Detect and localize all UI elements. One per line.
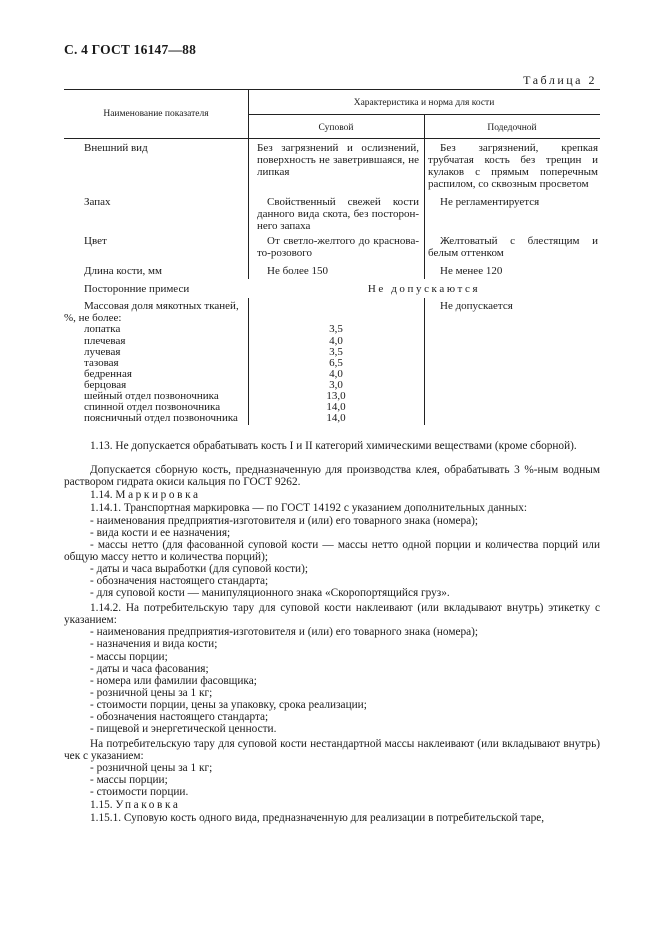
row-name-color: Цвет [84, 235, 107, 247]
cell: белым оттенком [428, 247, 504, 259]
sub-row-value: 3,5 [329, 346, 343, 358]
section-number: 1.14. [90, 489, 113, 501]
cell: Без загрязнений, крепкая [440, 142, 598, 154]
cell: данного вида скота, без посторон- [257, 208, 419, 220]
cell: Не менее 120 [440, 265, 503, 277]
cell: От светло-желтого до краснова- [267, 235, 419, 247]
list-item: - массы нетто (для фасованной суповой кости — массы нетто одной порции и количества порций или общую массу нетто и количества порций); [64, 539, 600, 563]
sub-row-name: спинной отдел позвоночника [84, 401, 221, 413]
list-item: - номера или фамилии фасовщика; [90, 675, 257, 687]
merged-cell: Не допускаются [367, 283, 481, 295]
list-item: - вида кости и ее назначения; [90, 527, 231, 539]
sub-row-name: бедренная [84, 368, 132, 380]
column-divider-1b [248, 298, 249, 425]
list-item: - обозначения настоящего стандарта; [90, 711, 269, 723]
cell: Не более 150 [267, 265, 329, 277]
list-item: - даты и часа выработки (для суповой кости); [90, 563, 308, 575]
page-header: С. 4 ГОСТ 16147—88 [64, 42, 197, 57]
sub-row-value: 14,0 [326, 401, 346, 413]
row-name-length: Длина кости, мм [84, 265, 162, 277]
section-title: Упаковка [115, 799, 181, 811]
header-col-podedochnoy: Подедочной [487, 123, 537, 133]
section-number: 1.15. [90, 799, 113, 811]
cell: Желтоватый с блестящим и [440, 235, 598, 247]
sub-row-name: тазовая [84, 357, 119, 369]
sub-row-value: 4,0 [329, 368, 343, 380]
list-item: - стоимости порции, цены за упаковку, срока реализации; [90, 699, 367, 711]
list-item: - стоимости порции. [90, 786, 189, 798]
cell: поверхность не заветрившаяся, не [257, 154, 419, 166]
paragraph-1-14-1: 1.14.1. Транспортная маркировка — по ГОСТ 14192 с указанием дополнительных данных: [90, 502, 527, 514]
sub-row-value: 4,0 [329, 335, 343, 347]
list-item: - пищевой и энергетической ценности. [90, 723, 277, 735]
column-divider-1 [248, 89, 249, 279]
paragraph-nonstandard: На потребительскую тару для суповой кости нестандартной массы наклеивают (или вкладывают внутрь) чек с указанием: [64, 738, 600, 762]
sub-row-value: 3,5 [329, 323, 343, 335]
cell: Без загрязнений и ослизнений, [257, 142, 419, 154]
paragraph-3-percent: Допускается сборную кость, предназначенную для производства клея, обрабатывать 3 %-ным водным раствором гидрата окиси кальция по ГОСТ 9262. [64, 464, 600, 488]
cell: кулаков с прямым поперечным [428, 166, 598, 178]
sub-row-value: 6,5 [329, 357, 343, 369]
sub-row-value: 13,0 [326, 390, 346, 402]
column-divider-2b [424, 298, 425, 425]
sub-row-name: лопатка [84, 323, 121, 335]
cell: него запаха [257, 220, 311, 232]
list-item: - розничной цены за 1 кг; [90, 762, 213, 774]
list-item: - наименования предприятия-изготовителя и (или) его товарного знака (номера); [90, 515, 479, 527]
paragraph-1-13: 1.13. Не допускается обрабатывать кость I и II категорий химическими веществами (кроме сборной). [90, 440, 577, 452]
section-1-14-heading [90, 489, 201, 501]
sub-row-name: поясничный отдел позвоночника [84, 412, 238, 424]
list-item: - назначения и вида кости; [90, 638, 218, 650]
header-group: Характеристика и норма для кости [353, 98, 495, 108]
sub-row-value: 14,0 [326, 412, 346, 424]
table-header-bottom [64, 138, 600, 139]
list-item: - наименования предприятия-изготовителя и (или) его товарного знака (номера); [90, 626, 479, 638]
list-item: - даты и часа фасования; [90, 663, 209, 675]
row-name-foreign-matter: Посторонние примеси [84, 283, 190, 295]
paragraph-1-15-1: 1.15.1. Суповую кость одного вида, предназначенную для реализации в потребительской таре, [90, 812, 545, 824]
list-item: - для суповой кости — манипуляционного знака «Скоропортящийся груз». [90, 587, 450, 599]
cell: то-розового [257, 247, 312, 259]
row-name-soft-tissue-cont: %, не более: [64, 312, 122, 324]
paragraph-1-14-2: 1.14.2. На потребительскую тару для суповой кости наклеивают (или вкладывают внутрь) этикетку с указанием: [64, 602, 600, 626]
cell: трубчатая кость без трещин и [428, 154, 598, 166]
sub-row-name: шейный отдел позвоночника [84, 390, 219, 402]
cell: распилом, со сквозным просветом [428, 178, 589, 190]
section-title: Маркировка [115, 489, 201, 501]
list-item: - розничной цены за 1 кг; [90, 687, 213, 699]
cell: Свойственный свежей кости [267, 196, 419, 208]
table-top-border [64, 89, 600, 90]
cell: липкая [257, 166, 290, 178]
sub-row-name: лучевая [84, 346, 121, 358]
row-name-appearance: Внешний вид [84, 142, 148, 154]
list-item: - массы порции; [90, 651, 168, 663]
column-divider-2 [424, 114, 425, 279]
sub-row-value: 3,0 [329, 379, 343, 391]
row-name-smell: Запах [84, 196, 111, 208]
table-caption: Таблица 2 [523, 73, 597, 87]
cell: Не регламентируется [440, 196, 540, 208]
list-item: - массы порции; [90, 774, 168, 786]
header-col-supovoy: Суповой [318, 123, 354, 133]
cell: Не допускается [440, 300, 513, 312]
section-1-15-heading [90, 799, 181, 811]
header-indicator: Наименование показателя [103, 109, 209, 119]
sub-row-name: плечевая [84, 335, 126, 347]
sub-row-name: берцовая [84, 379, 127, 391]
list-item: - обозначения настоящего стандарта; [90, 575, 269, 587]
row-name-soft-tissue: Массовая доля мякотных тканей, [84, 300, 239, 312]
